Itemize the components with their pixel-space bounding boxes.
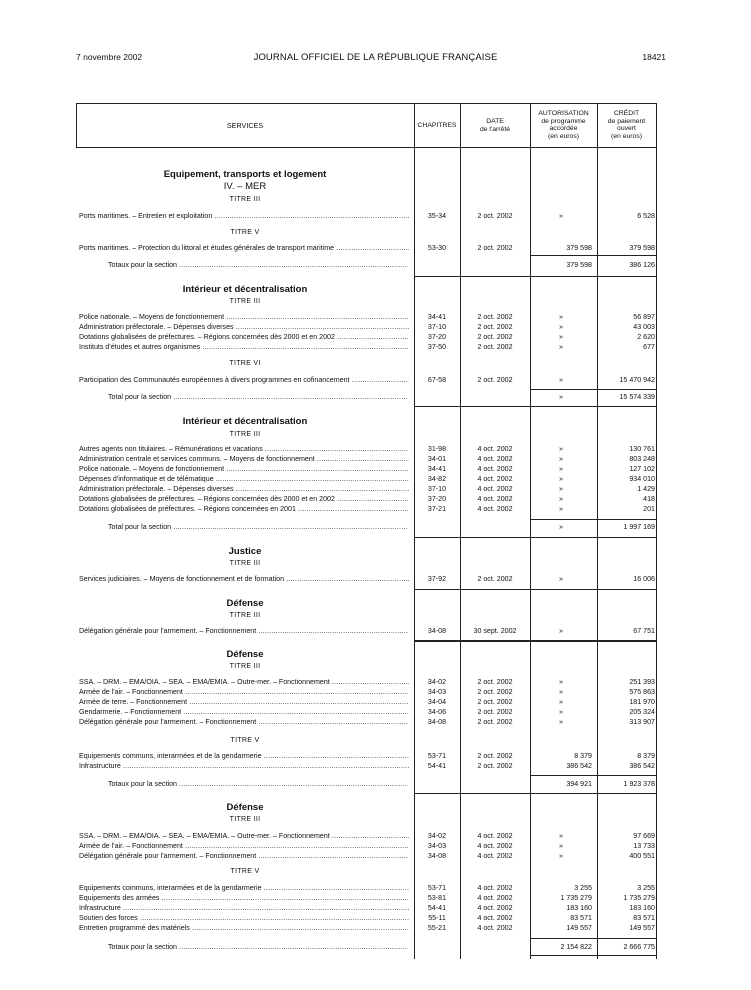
chapitre-cell: 37-50	[427, 343, 447, 351]
autorisation-cell: »	[559, 852, 563, 860]
table-row	[0, 322, 751, 332]
service-cell: Administration préfectorale. – Dépenses diverses .....	[79, 484, 409, 494]
autorisation-cell: »	[559, 698, 563, 706]
page-date: 7 novembre 2002	[76, 52, 143, 62]
chapitre-cell: 34-02	[427, 678, 447, 686]
header-line: (en euros)	[548, 132, 579, 140]
date-cell: 4 oct. 2002	[477, 475, 513, 483]
credit-cell: 127 102	[629, 465, 655, 473]
table-row	[0, 375, 751, 385]
table-top-border	[76, 103, 656, 104]
date-cell: 4 oct. 2002	[477, 505, 513, 513]
service-cell: Police nationale. – Moyens de fonctionnement .....	[79, 464, 409, 474]
autorisation-cell: 386 542	[566, 762, 592, 770]
autorisation-cell: 149 557	[566, 924, 592, 932]
credit-cell: 43 003	[633, 323, 655, 331]
credit-cell: 83 571	[633, 914, 655, 922]
autorisation-cell: »	[559, 323, 563, 331]
journal-title: JOURNAL OFFICIEL DE LA RÉPUBLIQUE FRANÇAISE	[253, 52, 498, 63]
table-row	[0, 211, 751, 221]
credit-cell: 803 248	[629, 455, 655, 463]
header-line: de paiement	[607, 117, 646, 125]
date-cell: 2 oct. 2002	[477, 575, 513, 583]
date-cell: 4 oct. 2002	[477, 832, 513, 840]
date-cell: 2 oct. 2002	[477, 688, 513, 696]
credit-cell: 934 010	[629, 475, 655, 483]
credit-cell: 2 666 775	[623, 943, 655, 951]
date-cell: 4 oct. 2002	[477, 842, 513, 850]
chapitre-cell: 34-82	[427, 475, 447, 483]
credit-cell: 3 255	[637, 884, 655, 892]
header-line: (en euros)	[611, 132, 642, 140]
service-cell: Dotations globalisées de préfectures. – Régions concernées en 2001 .....	[79, 504, 409, 514]
service-cell: Participation des Communautés européennes à divers programmes en cofinancement .....	[79, 375, 409, 385]
date-cell: 4 oct. 2002	[477, 914, 513, 922]
autorisation-cell: 3 255	[574, 884, 592, 892]
chapitre-cell: 31-98	[427, 445, 447, 453]
autorisation-cell: 1 735 279	[560, 894, 592, 902]
chapitre-cell: 34-01	[427, 455, 447, 463]
column-header-services: SERVICES	[226, 121, 264, 130]
total-label: Total pour la section .....	[108, 522, 408, 532]
chapitre-cell: 55-21	[427, 924, 447, 932]
section-title: Intérieur et décentralisation	[182, 284, 308, 295]
page-number: 18421	[642, 52, 666, 62]
service-cell: Administration centrale et services communs. – Moyens de fonctionnement .....	[79, 454, 409, 464]
autorisation-cell: »	[559, 485, 563, 493]
autorisation-cell: »	[559, 708, 563, 716]
chapitre-cell: 53-30	[427, 244, 447, 252]
autorisation-cell: »	[559, 313, 563, 321]
titre-heading: TITRE III	[229, 431, 261, 438]
table-row	[0, 444, 751, 454]
autorisation-cell: 83 571	[570, 914, 592, 922]
chapitre-cell: 34-08	[427, 627, 447, 635]
date-cell: 2 oct. 2002	[477, 313, 513, 321]
total-label: Totaux pour la section .....	[108, 779, 408, 789]
chapitre-cell: 37-10	[427, 485, 447, 493]
total-rule	[530, 519, 656, 520]
autorisation-cell: »	[559, 842, 563, 850]
credit-cell: 201	[643, 505, 655, 513]
section-subtitle: IV. – MER	[223, 181, 267, 192]
table-header-border	[76, 147, 656, 148]
table-row	[0, 504, 751, 514]
date-cell: 2 oct. 2002	[477, 678, 513, 686]
autorisation-cell: 8 379	[574, 752, 592, 760]
chapitre-cell: 67-58	[427, 376, 447, 384]
service-cell: Délégation générale pour l'armement. – Fonctionnement .....	[79, 717, 409, 727]
service-cell: Armée de l'air. – Fonctionnement .....	[79, 841, 409, 851]
credit-cell: 8 379	[637, 752, 655, 760]
credit-cell: 130 761	[629, 445, 655, 453]
autorisation-cell: 2 154 822	[560, 943, 592, 951]
chapitre-cell: 54-41	[427, 904, 447, 912]
total-rule	[530, 938, 656, 939]
chapitre-cell: 34-03	[427, 842, 447, 850]
autorisation-cell: »	[559, 678, 563, 686]
autorisation-cell: 394 921	[566, 780, 592, 788]
titre-heading: TITRE V	[230, 737, 260, 744]
date-cell: 4 oct. 2002	[477, 455, 513, 463]
total-rule	[530, 955, 656, 956]
column-header-date	[460, 118, 530, 133]
credit-cell: 16 006	[633, 575, 655, 583]
service-cell: Equipements communs, interarmées et de la gendarmerie .....	[79, 751, 409, 761]
section-separator	[414, 589, 656, 590]
service-cell: Soutien des forces .....	[79, 913, 409, 923]
table-row	[0, 707, 751, 717]
credit-cell: 97 669	[633, 832, 655, 840]
credit-cell: 386 126	[629, 261, 655, 269]
table-row	[0, 243, 751, 253]
service-cell: Dotations globalisées de préfectures. – Régions concernées dès 2000 et en 2002 .....	[79, 494, 409, 504]
titre-heading: TITRE III	[229, 663, 261, 670]
section-title: Défense	[226, 649, 264, 660]
chapitre-cell: 37-20	[427, 333, 447, 341]
autorisation-cell: »	[559, 455, 563, 463]
date-cell: 2 oct. 2002	[477, 244, 513, 252]
date-cell: 2 oct. 2002	[477, 376, 513, 384]
table-row	[0, 893, 751, 903]
header-line: accordée	[549, 125, 578, 133]
section-separator	[414, 406, 656, 407]
date-cell: 2 oct. 2002	[477, 718, 513, 726]
credit-cell: 575 863	[629, 688, 655, 696]
autorisation-cell: »	[559, 575, 563, 583]
chapitre-cell: 37-20	[427, 495, 447, 503]
service-cell: SSA. – DRM. – EMA/OIA. – SEA. – EMA/EMIA. – Outre-mer. – Fonctionnement .....	[79, 831, 409, 841]
table-row-total	[0, 392, 751, 402]
titre-heading: TITRE III	[229, 816, 261, 823]
section-separator	[414, 793, 656, 794]
total-rule	[530, 255, 656, 256]
table-row	[0, 913, 751, 923]
header-line: de programme	[541, 117, 586, 125]
chapitre-cell: 53-71	[427, 884, 447, 892]
section-title: Equipement, transports et logement	[163, 169, 327, 180]
section-title: Justice	[228, 546, 262, 557]
chapitre-cell: 34-06	[427, 708, 447, 716]
date-cell: 4 oct. 2002	[477, 495, 513, 503]
table-row-total	[0, 942, 751, 952]
credit-cell: 1 429	[637, 485, 655, 493]
section-title: Défense	[226, 802, 264, 813]
column-header-chapitres: CHAPITRES	[417, 122, 457, 129]
service-cell: Délégation générale pour l'armement. – Fonctionnement .....	[79, 626, 409, 636]
table-row	[0, 312, 751, 322]
credit-cell: 677	[643, 343, 655, 351]
total-label: Total pour la section .....	[108, 392, 408, 402]
credit-cell: 313 907	[629, 718, 655, 726]
header-line: CRÉDIT	[613, 110, 640, 117]
table-row	[0, 484, 751, 494]
credit-cell: 418	[643, 495, 655, 503]
credit-cell: 15 470 942	[619, 376, 655, 384]
credit-cell: 1 735 279	[623, 894, 655, 902]
service-cell: Armée de l'air. – Fonctionnement .....	[79, 687, 409, 697]
table-row	[0, 851, 751, 861]
credit-cell: 181 970	[629, 698, 655, 706]
chapitre-cell: 34-41	[427, 465, 447, 473]
service-cell: Equipements des armées .....	[79, 893, 409, 903]
section-title: Défense	[226, 598, 264, 609]
table-row	[0, 342, 751, 352]
autorisation-cell: 379 598	[566, 244, 592, 252]
chapitre-cell: 35-34	[427, 212, 447, 220]
date-cell: 2 oct. 2002	[477, 333, 513, 341]
table-row	[0, 903, 751, 913]
date-cell: 2 oct. 2002	[477, 762, 513, 770]
table-row	[0, 626, 751, 636]
service-cell: Entretien programmé des matériels .....	[79, 923, 409, 933]
chapitre-cell: 34-08	[427, 718, 447, 726]
date-cell: 2 oct. 2002	[477, 698, 513, 706]
service-cell: SSA. – DRM. – EMA/OIA. – SEA. – EMA/EMIA. – Outre-mer. – Fonctionnement .....	[79, 677, 409, 687]
service-cell: Instituts d'études et autres organismes .....	[79, 342, 409, 352]
credit-cell: 15 574 339	[619, 393, 655, 401]
service-cell: Ports maritimes. – Entretien et exploitation .....	[79, 211, 409, 221]
credit-cell: 149 557	[629, 924, 655, 932]
date-cell: 4 oct. 2002	[477, 445, 513, 453]
date-cell: 30 sept. 2002	[473, 627, 517, 635]
credit-cell: 183 160	[629, 904, 655, 912]
total-rule	[530, 775, 656, 776]
credit-cell: 251 393	[629, 678, 655, 686]
header-line: DATE	[486, 118, 504, 125]
date-cell: 4 oct. 2002	[477, 924, 513, 932]
service-cell: Autres agents non titulaires. – Rémunérations et vacations .....	[79, 444, 409, 454]
date-cell: 2 oct. 2002	[477, 323, 513, 331]
chapitre-cell: 37-10	[427, 323, 447, 331]
chapitre-cell: 34-04	[427, 698, 447, 706]
section-separator	[414, 537, 656, 538]
credit-cell: 56 897	[633, 313, 655, 321]
total-label: Totaux pour la section .....	[108, 942, 408, 952]
table-row	[0, 454, 751, 464]
table-row	[0, 332, 751, 342]
table-row	[0, 841, 751, 851]
total-label: Totaux pour la section .....	[108, 260, 408, 270]
chapitre-cell: 55-11	[428, 914, 446, 922]
credit-cell: 400 551	[629, 852, 655, 860]
service-cell: Armée de terre. – Fonctionnement .....	[79, 697, 409, 707]
date-cell: 4 oct. 2002	[477, 884, 513, 892]
autorisation-cell: 379 598	[566, 261, 592, 269]
credit-cell: 6 528	[637, 212, 655, 220]
titre-heading: TITRE V	[230, 229, 260, 236]
section-separator	[414, 276, 656, 277]
column-header-credit	[597, 110, 656, 140]
section-title: Intérieur et décentralisation	[182, 416, 308, 427]
titre-heading: TITRE V	[230, 868, 260, 875]
chapitre-cell: 34-41	[427, 313, 447, 321]
table-row	[0, 574, 751, 584]
service-cell: Ports maritimes. – Protection du littoral et études générales de transport maritime .....	[79, 243, 409, 253]
chapitre-cell: 53-71	[427, 752, 447, 760]
table-row	[0, 677, 751, 687]
table-row	[0, 494, 751, 504]
table-row	[0, 751, 751, 761]
date-cell: 4 oct. 2002	[477, 894, 513, 902]
credit-cell: 205 324	[629, 708, 655, 716]
service-cell: Infrastructure .....	[79, 761, 409, 771]
autorisation-cell: »	[559, 832, 563, 840]
total-rule	[530, 389, 656, 390]
titre-heading: TITRE III	[229, 560, 261, 567]
date-cell: 4 oct. 2002	[477, 465, 513, 473]
table-row	[0, 831, 751, 841]
date-cell: 4 oct. 2002	[477, 852, 513, 860]
service-cell: Gendarmerie. – Fonctionnement .....	[79, 707, 409, 717]
chapitre-cell: 54-41	[427, 762, 447, 770]
table-row	[0, 474, 751, 484]
table-row-total	[0, 260, 751, 270]
header-line: ouvert	[617, 125, 636, 133]
service-cell: Infrastructure .....	[79, 903, 409, 913]
credit-cell: 2 620	[637, 333, 655, 341]
autorisation-cell: 183 160	[566, 904, 592, 912]
autorisation-cell: »	[559, 333, 563, 341]
autorisation-cell: »	[559, 212, 563, 220]
service-cell: Administration préfectorale. – Dépenses diverses .....	[79, 322, 409, 332]
table-row	[0, 717, 751, 727]
autorisation-cell: »	[559, 393, 563, 401]
autorisation-cell: »	[559, 445, 563, 453]
table-row-total	[0, 522, 751, 532]
chapitre-cell: 34-03	[427, 688, 447, 696]
autorisation-cell: »	[559, 343, 563, 351]
column-header-autorisation	[530, 110, 597, 140]
service-cell: Dotations globalisées de préfectures. – Régions concernées dès 2000 et en 2002 .....	[79, 332, 409, 342]
header-line: AUTORISATION	[538, 110, 589, 117]
chapitre-cell: 53-81	[427, 894, 447, 902]
table-row	[0, 697, 751, 707]
chapitre-cell: 34-08	[427, 852, 447, 860]
date-cell: 2 oct. 2002	[477, 343, 513, 351]
autorisation-cell: »	[559, 505, 563, 513]
autorisation-cell: »	[559, 688, 563, 696]
autorisation-cell: »	[559, 465, 563, 473]
table-row	[0, 761, 751, 771]
credit-cell: 386 542	[629, 762, 655, 770]
table-row	[0, 464, 751, 474]
autorisation-cell: »	[559, 495, 563, 503]
autorisation-cell: »	[559, 627, 563, 635]
service-cell: Police nationale. – Moyens de fonctionnement .....	[79, 312, 409, 322]
date-cell: 4 oct. 2002	[477, 904, 513, 912]
date-cell: 2 oct. 2002	[477, 708, 513, 716]
titre-heading: TITRE III	[229, 298, 261, 305]
chapitre-cell: 37-92	[427, 575, 447, 583]
header-line: de l'arrêté	[479, 125, 510, 133]
section-separator	[414, 640, 656, 642]
table-row	[0, 883, 751, 893]
date-cell: 4 oct. 2002	[477, 485, 513, 493]
date-cell: 2 oct. 2002	[477, 752, 513, 760]
credit-cell: 13 733	[633, 842, 655, 850]
autorisation-cell: »	[559, 475, 563, 483]
credit-cell: 1 997 169	[623, 523, 655, 531]
titre-heading: TITRE III	[229, 612, 261, 619]
credit-cell: 1 923 378	[623, 780, 655, 788]
chapitre-cell: 34-02	[427, 832, 447, 840]
titre-heading: TITRE III	[229, 196, 261, 203]
autorisation-cell: »	[559, 376, 563, 384]
chapitre-cell: 37-21	[427, 505, 447, 513]
table-row	[0, 687, 751, 697]
service-cell: Equipements communs, interarmées et de la gendarmerie .....	[79, 883, 409, 893]
table-row	[0, 923, 751, 933]
autorisation-cell: »	[559, 523, 563, 531]
autorisation-cell: »	[559, 718, 563, 726]
service-cell: Dépenses d'informatique et de télématique .....	[79, 474, 409, 484]
credit-cell: 379 598	[629, 244, 655, 252]
table-row-total	[0, 779, 751, 789]
service-cell: Services judiciaires. – Moyens de fonctionnement et de formation .....	[79, 574, 409, 584]
credit-cell: 67 751	[633, 627, 655, 635]
date-cell: 2 oct. 2002	[477, 212, 513, 220]
titre-heading: TITRE VI	[229, 360, 261, 367]
service-cell: Délégation générale pour l'armement. – Fonctionnement .....	[79, 851, 409, 861]
